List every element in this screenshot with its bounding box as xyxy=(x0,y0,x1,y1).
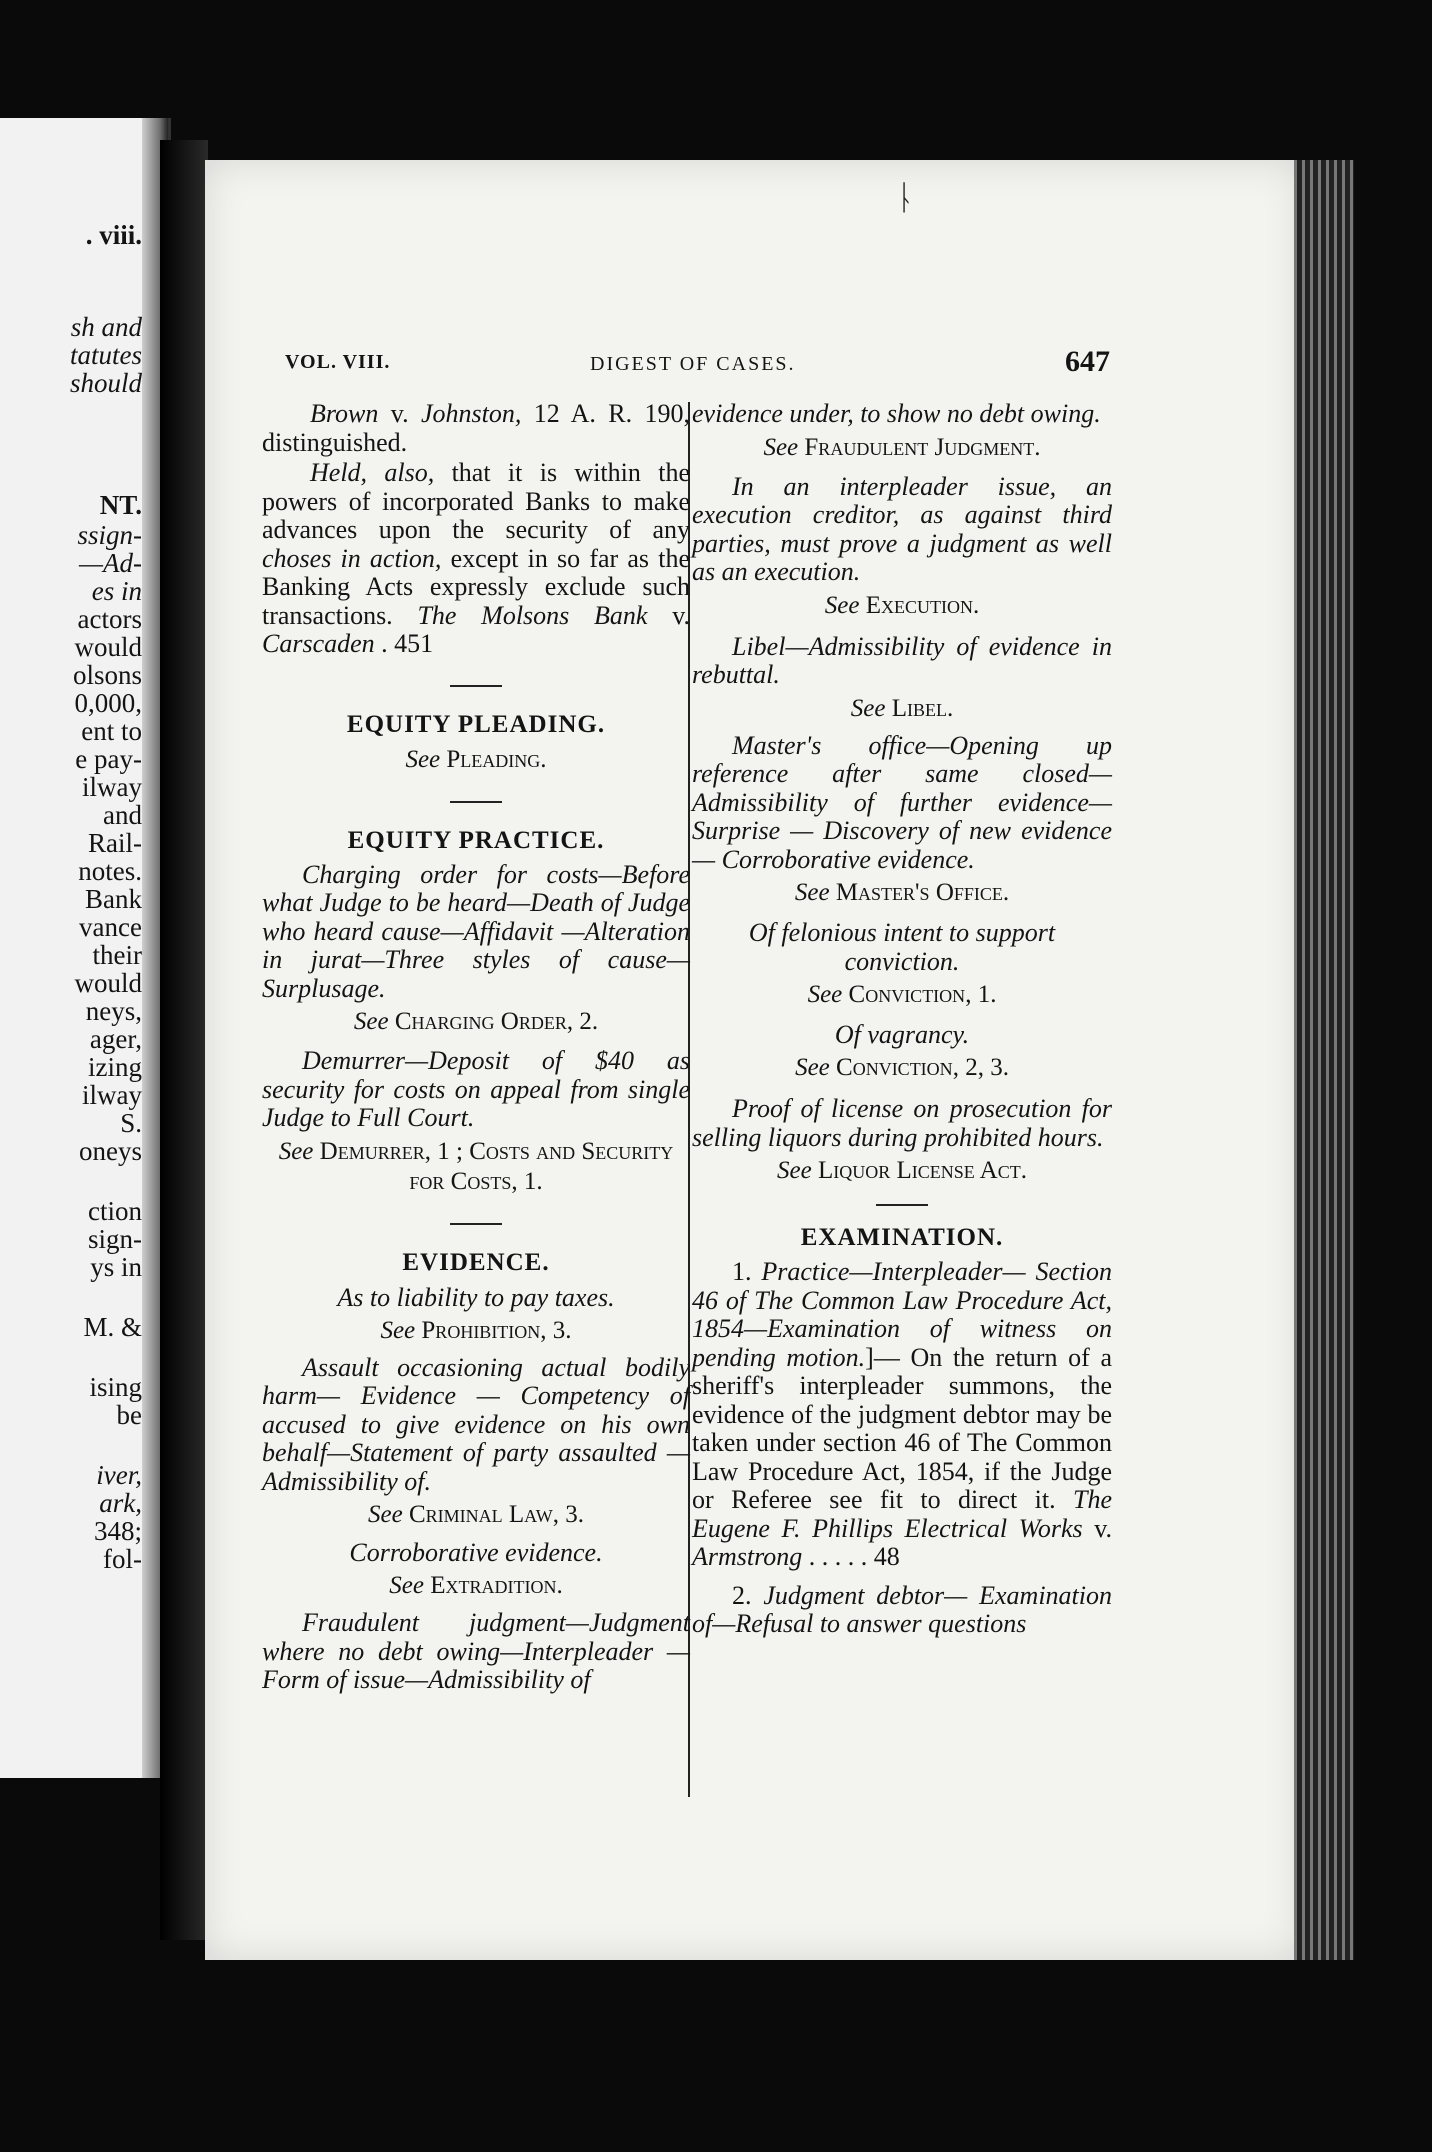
left-page-line: ction xyxy=(88,1196,142,1226)
entry-examination-1 xyxy=(692,1258,1112,1572)
see-target: Extradition. xyxy=(430,1572,563,1599)
entry-interpleader-issue xyxy=(692,473,1112,587)
see-word: See xyxy=(380,1316,416,1344)
see-reference xyxy=(262,745,690,775)
see-reference xyxy=(262,1316,690,1346)
running-title: DIGEST OF CASES. xyxy=(590,353,796,375)
left-page-line: sign- xyxy=(88,1224,142,1254)
entry-liability-taxes: As to liability to pay taxes. xyxy=(337,1282,615,1312)
left-page-line: be xyxy=(116,1400,142,1430)
page-number: 647 xyxy=(1065,345,1110,378)
left-page-line: ark, xyxy=(99,1488,142,1518)
entry-text: In an interpleader issue, an execution creditor, as against third parties, must prove a judgment as well as an execution. xyxy=(692,471,1112,586)
left-page-line: 348; xyxy=(93,1516,142,1546)
entry-heading-text: Judgment debtor— Examination of—Refusal to answer questions xyxy=(692,1580,1113,1638)
see-target: Liquor License Act. xyxy=(817,1157,1027,1184)
entry-charging-order xyxy=(262,861,690,1004)
see-reference xyxy=(692,980,1112,1010)
heading-examination: EXAMINATION. xyxy=(800,1224,1004,1251)
see-reference xyxy=(692,1053,1112,1083)
case-name: The Eugene F. Phillips Electrical Works xyxy=(692,1485,1112,1543)
left-page-line: 0,000, xyxy=(74,688,142,718)
see-target: Pleading. xyxy=(446,745,547,773)
see-number: , 3. xyxy=(540,1316,572,1344)
left-page-line: would xyxy=(74,968,142,998)
entry-assault xyxy=(262,1354,690,1497)
heading-equity-pleading: EQUITY PLEADING. xyxy=(346,710,606,738)
entry-continued xyxy=(692,400,1112,429)
see-reference xyxy=(262,1007,690,1037)
running-header xyxy=(285,345,1110,385)
page-ref: . 451 xyxy=(374,629,434,658)
case-name: Brown xyxy=(310,399,379,428)
left-page-line: e pay- xyxy=(75,744,142,774)
left-page-line: es in xyxy=(91,576,142,606)
pencil-mark: ᚿ xyxy=(895,180,916,217)
left-page-line: ager, xyxy=(89,1024,142,1054)
see-reference xyxy=(262,1500,690,1530)
see-word: See xyxy=(807,981,843,1008)
left-page-line: vance xyxy=(79,912,142,942)
section-rule xyxy=(450,685,502,687)
heading-evidence: EVIDENCE. xyxy=(402,1248,550,1276)
section-rule xyxy=(450,1223,502,1225)
see-reference xyxy=(692,1156,1112,1186)
see-word: See xyxy=(763,433,799,461)
entry-text: Charging order for costs—Before what Judge to be heard—Death of Judge who heard cause—Affidavit —Alteration in jurat—Three styles of cause—Surplusage. xyxy=(262,859,690,1003)
see-target: Costs and Security for Costs xyxy=(409,1137,674,1195)
latin-phrase: choses in action, xyxy=(262,543,442,573)
held-also-para xyxy=(262,459,690,659)
see-target: Conviction xyxy=(836,1054,953,1081)
see-number: , 1. xyxy=(965,981,997,1008)
see-target: Conviction xyxy=(848,981,966,1008)
versus: v. xyxy=(378,399,421,428)
entry-felonious-intent: Of felonious intent to support conviction. xyxy=(748,918,1056,976)
left-page-line: should xyxy=(69,368,142,398)
book-spine xyxy=(160,140,208,1940)
entry-libel xyxy=(692,633,1112,690)
left-page-line: izing xyxy=(88,1052,142,1082)
see-word: See xyxy=(777,1157,812,1184)
left-page-line: their xyxy=(92,940,142,970)
entry-heading-text: Practice—Interpleader— Section 46 of The Common Law Procedure Act, 1854—Examination of witness on pending motion. xyxy=(692,1257,1113,1372)
versus: v. xyxy=(647,600,691,630)
volume-label: VOL. VIII. xyxy=(285,351,391,373)
entry-text: Master's office—Opening up reference after same closed—Admissibility of further evidence—Surprise — Discovery of new evidence — Corroborative evidence. xyxy=(692,730,1112,874)
entry-masters-office xyxy=(692,732,1112,875)
see-word: See xyxy=(405,745,441,773)
left-page-line: Bank xyxy=(85,884,142,914)
see-word: See xyxy=(278,1137,314,1165)
see-reference xyxy=(262,1571,690,1601)
left-page-line: tatutes xyxy=(70,340,142,370)
case-name: Armstrong xyxy=(692,1542,803,1571)
right-column xyxy=(692,400,1112,1639)
see-word: See xyxy=(795,1054,830,1081)
see-reference xyxy=(262,1137,690,1197)
entry-demurrer xyxy=(262,1047,690,1133)
entry-fraudulent-judgment xyxy=(262,1609,690,1695)
held-phrase: Held, also, xyxy=(310,458,435,487)
see-target: Demurrer xyxy=(319,1137,425,1165)
left-page-line: —Ad- xyxy=(79,548,142,578)
see-number: , 3. xyxy=(552,1501,584,1528)
page-ref: . . . . . 48 xyxy=(802,1542,900,1571)
left-page-line: ilway xyxy=(82,1080,142,1110)
left-page-line: notes. xyxy=(78,856,142,886)
left-page-line: would xyxy=(74,632,142,662)
left-page-line: neys, xyxy=(85,996,142,1026)
see-reference xyxy=(692,878,1112,908)
see-word: See xyxy=(794,879,830,906)
para-text: except in so far as the Banking Acts expressly exclude such transactions. xyxy=(262,543,690,630)
section-rule xyxy=(876,1204,928,1206)
left-page-line: sh and xyxy=(70,312,142,342)
left-page-line: S. xyxy=(120,1108,142,1138)
entry-text: Demurrer—Deposit of $40 as security for costs on appeal from single Judge to Full Court. xyxy=(262,1046,690,1132)
left-page-line: iver, xyxy=(96,1460,142,1490)
left-page-line: fol- xyxy=(103,1544,142,1574)
citation: 12 A. R. 190, distinguished. xyxy=(262,399,691,457)
left-page-line: ising xyxy=(89,1372,142,1402)
entry-vagrancy: Of vagrancy. xyxy=(834,1020,970,1049)
see-reference xyxy=(692,694,1112,724)
see-word: See xyxy=(850,694,886,722)
left-page-line: actors xyxy=(77,604,142,634)
entry-proof-of-license xyxy=(692,1095,1112,1152)
case-name: Carscaden xyxy=(262,629,375,658)
see-number: , 2. xyxy=(566,1008,599,1035)
see-target: Charging Order xyxy=(394,1008,567,1035)
left-page-line: M. & xyxy=(83,1312,142,1342)
left-page-line: ys in xyxy=(90,1252,142,1282)
see-target: Libel. xyxy=(891,694,954,722)
section-rule xyxy=(450,801,502,803)
see-target: Fraudulent Judgment. xyxy=(804,433,1041,461)
see-number: , 2, 3. xyxy=(952,1054,1009,1081)
see-reference xyxy=(692,433,1112,463)
entry-text: Libel—Admissibility of evidence in rebuttal. xyxy=(692,631,1112,689)
entry-number: 2. xyxy=(732,1580,764,1610)
see-target: Execution. xyxy=(865,591,980,619)
left-page-line: olsons xyxy=(72,660,142,690)
case-name: Johnston, xyxy=(420,399,522,428)
entry-text: Fraudulent judgment—Judgment where no debt owing—Interpleader —Form of issue—Admissibility of xyxy=(262,1608,690,1694)
left-page-line: NT. xyxy=(99,490,142,520)
see-word: See xyxy=(824,591,860,619)
see-reference xyxy=(692,591,1112,621)
page-edges xyxy=(1294,160,1354,1960)
see-number: , 1 ; xyxy=(424,1137,470,1165)
see-word: See xyxy=(353,1008,389,1035)
see-target: Prohibition xyxy=(421,1316,541,1344)
entry-text: evidence under, to show no debt owing. xyxy=(692,399,1101,428)
see-target: Master's Office. xyxy=(835,879,1010,906)
entry-corroborative: Corroborative evidence. xyxy=(349,1538,603,1567)
brown-johnston-para xyxy=(262,400,690,457)
left-page-line: and xyxy=(103,800,142,830)
see-word: See xyxy=(368,1501,403,1528)
entry-text: ]— On the return of a sheriff's interpleader summons, the evidence of the judgment debtor may be taken under section 46 of The Common Law Procedure Act, 1854, if the Judge or Referee see fit to direct it. xyxy=(692,1342,1112,1514)
entry-examination-2 xyxy=(692,1582,1112,1639)
entry-text: Assault occasioning actual bodily harm— Evidence — Competency of accused to give evidence on his own behalf—Statement of party assaulted —Admissibility of. xyxy=(262,1352,690,1496)
versus: v. xyxy=(1082,1513,1112,1543)
left-page-line: Rail- xyxy=(88,828,142,858)
heading-equity-practice: EQUITY PRACTICE. xyxy=(347,826,605,854)
left-page-line: ilway xyxy=(82,772,142,802)
left-page-line: . viii. xyxy=(85,220,142,250)
left-page-line: ent to xyxy=(81,716,142,746)
left-page-line: oneys xyxy=(79,1136,142,1166)
case-name: The Molsons Bank xyxy=(417,600,648,630)
left-column xyxy=(262,400,690,1695)
para-text: that it is within the powers of incorporated Banks to make advances upon the security of any xyxy=(262,458,690,544)
see-word: See xyxy=(389,1572,424,1599)
see-number: , 1. xyxy=(511,1167,543,1195)
entry-number: 1. xyxy=(732,1257,762,1286)
left-page-line: ssign- xyxy=(77,520,142,550)
see-target: Criminal Law xyxy=(408,1501,553,1528)
entry-text: Proof of license on prosecution for selling liquors during prohibited hours. xyxy=(692,1094,1112,1152)
